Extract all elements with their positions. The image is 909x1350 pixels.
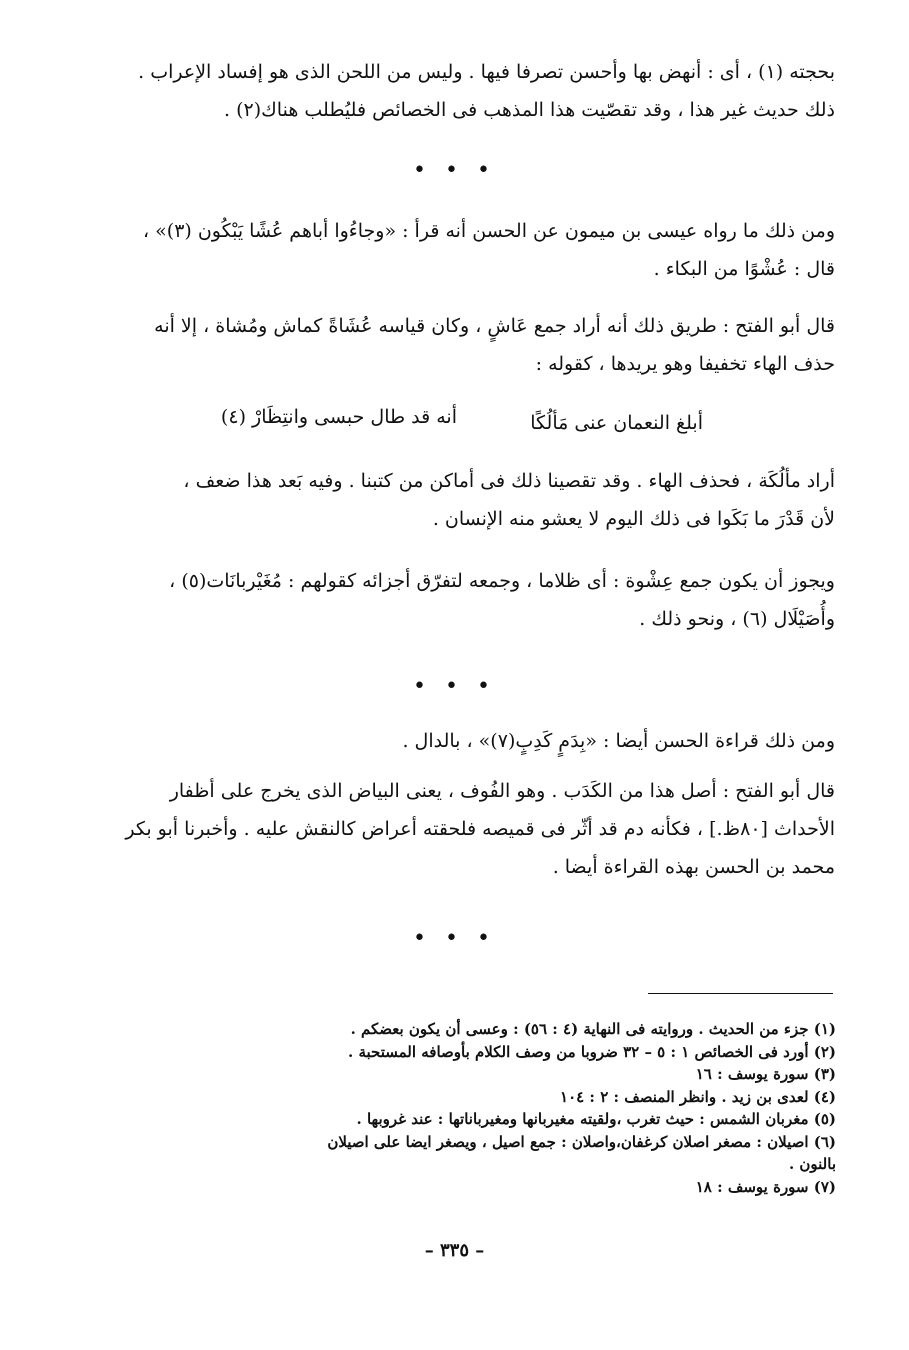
footnote: (٧) سورة يوسف : ١٨ [695, 1177, 836, 1196]
page-number: – ٣٣٥ – [424, 1240, 485, 1261]
verse-first-hemistich: أبلغ النعمان عنى مَألُكًا [530, 412, 703, 434]
paragraph-line: بحجته (١) ، أى : أنهض بها وأحسن تصرفا فيها . وليس من اللحن الذى هو إفساد الإعراب . [138, 61, 835, 83]
section-separator: • • • [413, 674, 496, 699]
paragraph-line: أراد مألُكَة ، فحذف الهاء . وقد تقصينا ذلك فى أماكن من كتبنا . وفيه بَعد هذا ضعف ، [183, 470, 835, 492]
paragraph-line: وأُصَيْلَال (٦) ، ونحو ذلك . [639, 608, 835, 630]
paragraph-3 [95, 307, 835, 383]
section-separator: • • • [413, 158, 496, 183]
paragraph-1 [95, 53, 835, 129]
paragraph-line: محمد بن الحسن بهذه القراءة أيضا . [552, 856, 835, 878]
footnote: (٣) سورة يوسف : ١٦ [695, 1065, 836, 1083]
paragraph-line: ويجوز أن يكون جمع عِشْوة : أى ظلاما ، وجمعه لتفرّق أجزائه كقولهم : مُغَيْربانَات(٥) ، [169, 570, 835, 592]
footnote: (٥) مغربان الشمس : حيث تغرب ،ولقيته مغيربانها ومغيرباناتها : عند غروبها . [356, 1110, 836, 1128]
paragraph-6 [95, 722, 835, 760]
paragraph-line: ومن ذلك ما رواه عيسى بن ميمون عن الحسن أنه قرأ : «وجاءُوا أباهم عُشًا يَبْكُون (٣)» ، [142, 220, 835, 242]
paragraph-2 [95, 212, 835, 288]
paragraph-line: قال أبو الفتح : أصل هذا من الكَدَب . وهو الفُوف ، يعنى البياض الذى يخرج على أظفار [169, 780, 835, 802]
paragraph-line: لأن قَدْرَ ما بَكَوا فى ذلك اليوم لا يعشو منه الإنسان . [432, 508, 835, 530]
paragraph-5 [95, 562, 835, 638]
footnote: بالنون . [788, 1155, 836, 1173]
footnote: (٤) لعدى بن زيد . وانظر المنصف : ٢ : ١٠٤ [560, 1087, 836, 1106]
footnote-divider [648, 993, 833, 994]
footnote: (٦) اصيلان : مصغر اصلان كرغفان،واصلان : جمع اصيل ، ويصغر ايضا على اصيلان [327, 1132, 836, 1151]
paragraph-line: حذف الهاء تخفيفا وهو يريدها ، كقوله : [535, 353, 835, 375]
verse-second-hemistich: أنه قد طال حبسى وانتِظَارْ (٤) [220, 406, 457, 428]
paragraph-line: قال أبو الفتح : طريق ذلك أنه أراد جمع عَاشٍ ، وكان قياسه عُشَاةً كماش ومُشاة ، إلا أنه [154, 315, 835, 337]
footnotes [130, 1018, 836, 1198]
paragraph-4 [95, 462, 835, 538]
paragraph-line: ومن ذلك قراءة الحسن أيضا : «بِدَمٍ كَدِبٍ(٧)» ، بالدال . [402, 730, 835, 752]
section-separator: • • • [413, 926, 496, 951]
footnote: (٢) أورد فى الخصائص ١ : ٥ – ٣٢ ضروبا من وصف الكلام بأوصافه المستحبة . [348, 1042, 836, 1061]
paragraph-7 [95, 772, 835, 886]
paragraph-line: ذلك حديث غير هذا ، وقد تقصّيت هذا المذهب فى الخصائص فليُطلب هناك(٢) . [224, 99, 835, 121]
paragraph-line: الأحداث [٨٠ظ.] ، فكأنه دم قد أثّر فى قميصه فلحقته أعراض كالنقش عليه . وأخبرنا أبو بكر [125, 818, 835, 840]
paragraph-line: قال : عُشْوًا من البكاء . [653, 258, 835, 280]
footnote: (١) جزء من الحديث . وروايته فى النهاية (٤ : ٥٦) : وعسى أن يكون بعضكم . [350, 1020, 836, 1038]
